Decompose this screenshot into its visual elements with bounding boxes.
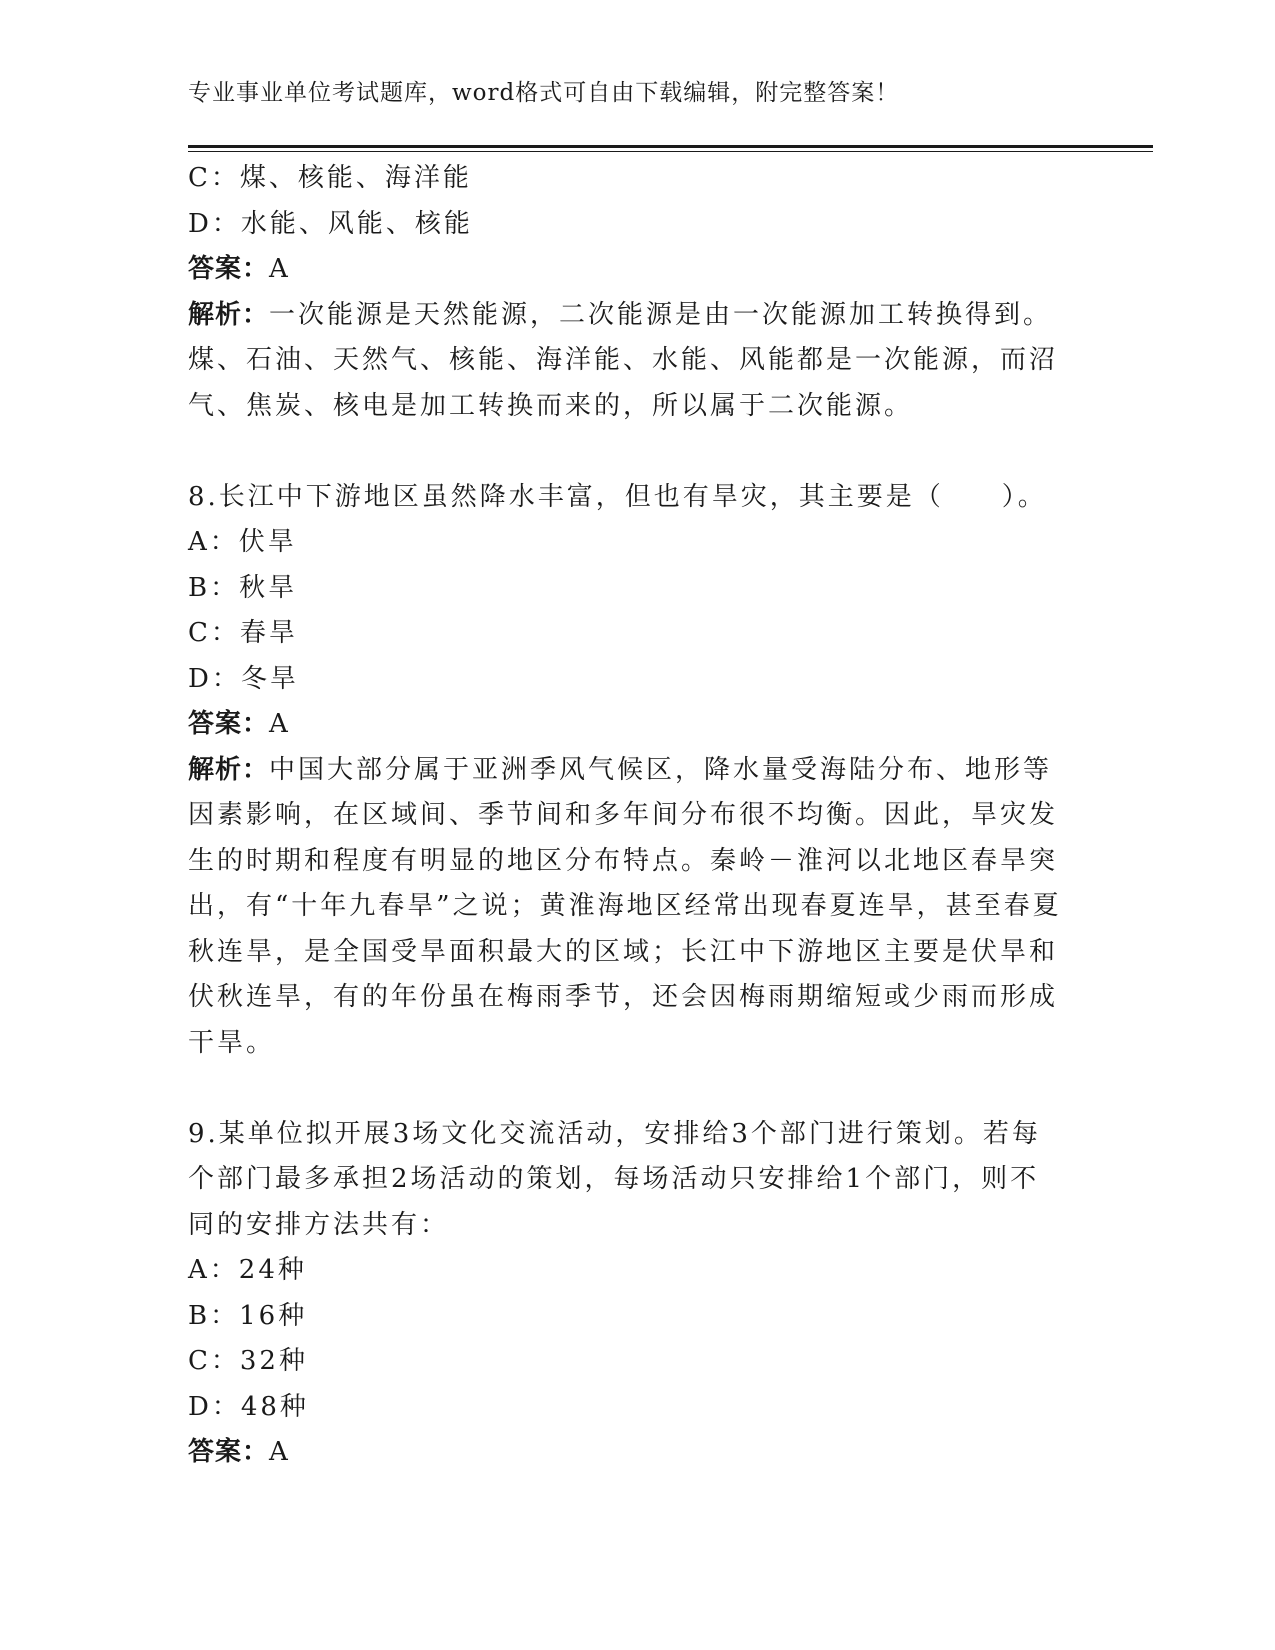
answer-label: 答案：: [188, 1437, 270, 1467]
q8-option-c: C：春旱: [188, 618, 298, 648]
q9-option-c: C：32种: [188, 1346, 308, 1376]
answer-label: 答案：: [188, 709, 270, 739]
q8-option-a: A：伏旱: [188, 527, 297, 557]
header-rule-thin: [188, 151, 1153, 152]
answer-value: A: [269, 254, 291, 284]
answer-value: A: [269, 709, 291, 739]
q7-analysis: [188, 293, 1068, 430]
q8-option-d: D：冬旱: [188, 663, 299, 694]
q9-stem: 9.某单位拟开展3场文化交流活动，安排给3个部门进行策划。若每个部门最多承担2场活动的策划，每场活动只安排给1个部门，则不同的安排方法共有：: [188, 1118, 1041, 1240]
page-header: 专业事业单位考试题库，word格式可自由下载编辑，附完整答案！: [188, 80, 900, 106]
analysis-text: 中国大部分属于亚洲季风气候区，降水量受海陆分布、地形等因素影响，在区域间、季节间和多年间分布很不均衡。因此，旱灾发生的时期和程度有明显的地区分布特点。秦岭－淮河以北地区春旱突出，有“十年九春旱”之说；黄淮海地区经常出现春夏连旱，甚至春夏秋连旱，是全国受旱面积最大的区域；长江中下游地区主要是伏旱和伏秋连旱，有的年份虽在梅雨季节，还会因梅雨期缩短或少雨而形成干旱。: [188, 754, 1062, 1058]
document-body: [188, 156, 1088, 1476]
analysis-label: 解析：: [188, 754, 270, 785]
q9-option-d: D：48种: [188, 1391, 309, 1422]
q7-answer: [188, 247, 1088, 293]
q8-answer: [188, 702, 1088, 748]
q9-option-a: A：24种: [188, 1255, 307, 1285]
header-rule-thick: [188, 145, 1153, 148]
answer-value: A: [269, 1437, 291, 1467]
q7-option-d: D：水能、风能、核能: [188, 208, 473, 239]
q8-option-b: B：秋旱: [188, 572, 298, 603]
analysis-label: 解析：: [188, 299, 270, 330]
answer-label: 答案：: [188, 254, 270, 284]
analysis-text: 一次能源是天然能源，二次能源是由一次能源加工转换得到。煤、石油、天然气、核能、海洋能、水能、风能都是一次能源，而沼气、焦炭、核电是加工转换而来的，所以属于二次能源。: [188, 299, 1059, 421]
q9-answer: [188, 1430, 1088, 1476]
q9-option-b: B：16种: [188, 1300, 308, 1331]
q7-option-c: C：煤、核能、海洋能: [188, 163, 472, 193]
q8-stem: 8.长江中下游地区虽然降水丰富，但也有旱灾，其主要是（ ）。: [188, 481, 1047, 512]
q8-analysis: [188, 748, 1068, 1067]
